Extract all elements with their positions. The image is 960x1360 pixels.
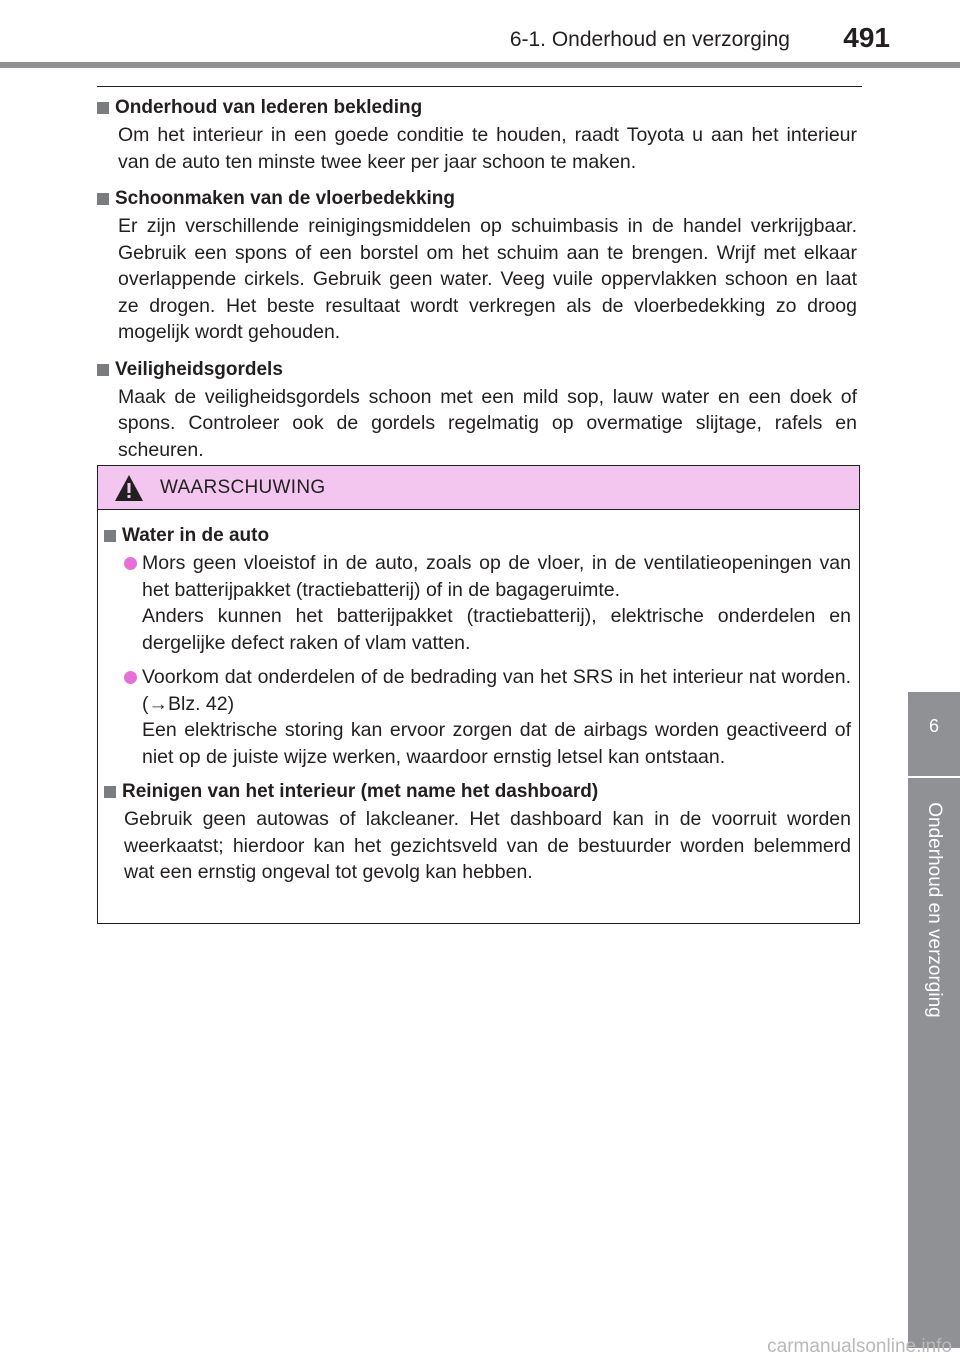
warning-section-title: Water in de auto [104, 522, 851, 550]
warning-section-water [104, 522, 851, 770]
warning-list-item: Voorkom dat onderdelen of de bedrading van het SRS in het interieur nat worden. (→Blz. 42) Een elektrische storing kan ervoor zorgen dat de airbags worden geactiveerd of niet op de juiste wijze werken, waardoor ernstig letsel kan ontstaan. [104, 664, 851, 770]
main-content [97, 94, 857, 473]
section-leather [97, 94, 857, 175]
section-carpet [97, 185, 857, 346]
round-bullet-icon [124, 557, 137, 570]
section-body: Maak de veiligheidsgordels schoon met een mild sop, lauw water en een doek of spons. Controleer ook de gordels regelmatig op overmatige slijtage, rafels en scheuren. [118, 385, 857, 461]
header-bar [0, 62, 960, 68]
square-bullet-icon [97, 364, 109, 376]
top-divider [97, 86, 862, 87]
side-tab-divider [908, 776, 960, 778]
chapter-side-tab[interactable] [908, 692, 960, 1348]
chapter-number: 6 [928, 716, 939, 736]
warning-triangle-icon [114, 474, 144, 502]
chapter-label: Onderhoud en verzorging [924, 802, 945, 1018]
round-bullet-icon [124, 671, 137, 684]
watermark: carmanualsonline.info [767, 1336, 952, 1357]
square-bullet-icon [97, 193, 109, 205]
page-number: 491 [843, 22, 890, 53]
section-seatbelts [97, 356, 857, 464]
section-title: Onderhoud van lederen bekleding [97, 94, 857, 122]
square-bullet-icon [97, 102, 109, 114]
warning-header [98, 466, 859, 510]
warning-box [97, 465, 860, 924]
warning-section-title: Reinigen van het interieur (met name het dashboard) [104, 778, 851, 806]
section-title: Schoonmaken van de vloerbedekking [97, 185, 857, 213]
warning-body [98, 510, 859, 886]
section-body: Er zijn verschillende reinigingsmiddelen op schuimbasis in de handel verkrijgbaar. Gebruik een spons of een borstel om het schuim aan te brengen. Wrijf met elkaar overlappende cirkels. Gebruik geen water. Veeg vuile oppervlakken schoon en laat ze drogen. Het beste resultaat wordt verkregen als de vloerbedekking zo droog mogelijk wordt gehouden. [118, 215, 857, 343]
warning-section-dashboard [104, 778, 851, 886]
warning-section-body: Gebruik geen autowas of lakcleaner. Het dashboard kan in de voorruit worden weerkaatst; hierdoor kan het gezichtsveld van de bestuurder worden belemmerd wat een ernstig ongeval tot gevolg kan hebben. [124, 808, 851, 883]
square-bullet-icon [104, 786, 116, 798]
warning-title: WAARSCHUWING [160, 477, 326, 498]
warning-list-item: Mors geen vloeistof in de auto, zoals op de vloer, in de ventilatieopeningen van het batterijpakket (tractiebatterij) of in de bagageruimte. Anders kunnen het batterijpakket (tractiebatterij), elektrische onderdelen en dergelijke defect raken of vlam vatten. [104, 550, 851, 656]
section-body: Om het interieur in een goede conditie te houden, raadt Toyota u aan het interieur van de auto ten minste twee keer per jaar schoon te maken. [118, 124, 857, 173]
header-section-title: 6-1. Onderhoud en verzorging [509, 28, 790, 51]
square-bullet-icon [104, 530, 116, 542]
section-title: Veiligheidsgordels [97, 356, 857, 384]
